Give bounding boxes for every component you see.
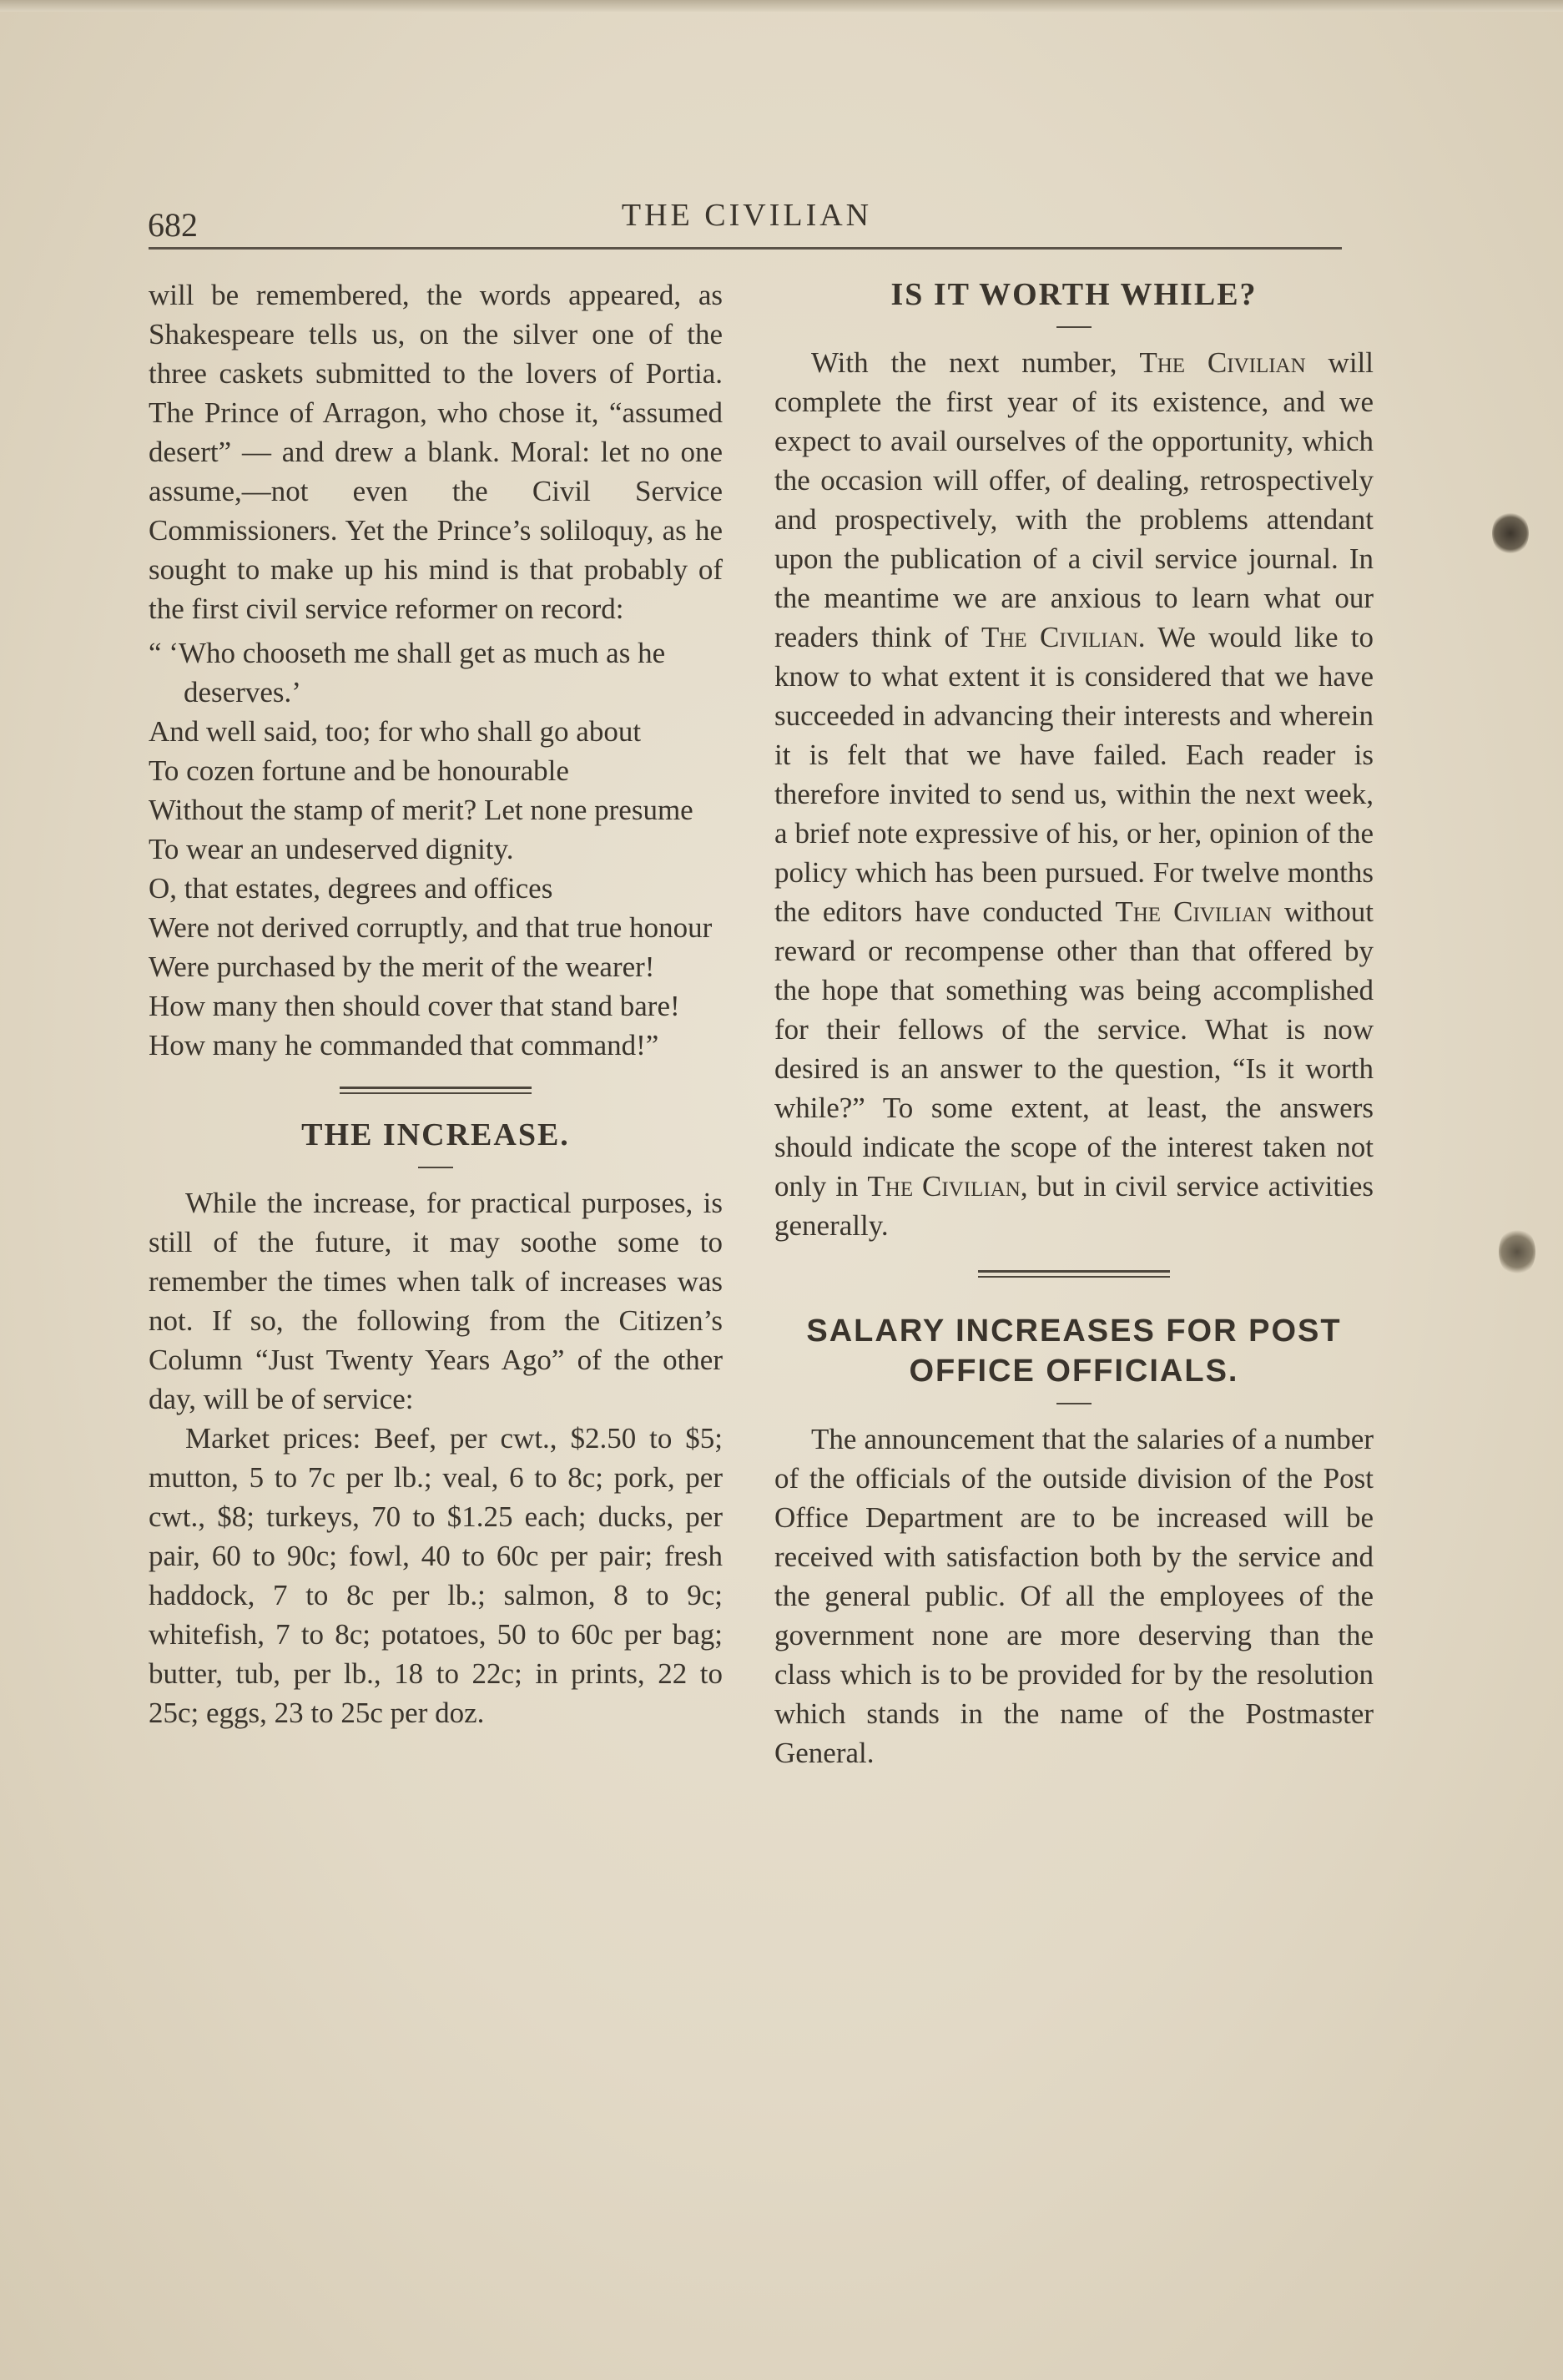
salary-paragraph: The announcement that the salaries of a number of the officials of the outside division of the Post Office Department are to be increased will be received with satisfaction both by the service and the general public. Of all the employees of the government none are more deserving than the class which is to be provided for by the resolution which stands in the name of the Postmaster General. — [774, 1423, 1374, 1769]
heading-dash — [1056, 326, 1092, 328]
journal-name: The Civilian — [981, 621, 1138, 653]
page-top-edge — [0, 0, 1563, 12]
verse-line: How many then should cover that stand bare! — [149, 990, 680, 1022]
shakespeare-paragraph: will be remembered, the words appeared, as Shakespeare tells us, on the silver one of the three caskets submitted to the lovers of Portia. The Prince of Arragon, who chose it, “assumed desert” — and drew a blank. Moral: let no one assume,—not even the Civil Service Commissioners. Yet the Prince’s soliloquy, as he sought to make up his mind is that probably of the first civil service reformer on record: — [149, 279, 723, 625]
increase-paragraph: While the increase, for practical purposes, is still of the future, it may soothe some to remember the times when talk of increases was not. If so, the following from the Citizen’s Column “Just Twenty Years Ago” of the other day, will be of service: — [149, 1187, 723, 1415]
market-prices-paragraph: Market prices: Beef, per cwt., $2.50 to $5; mutton, 5 to 7c per lb.; veal, 6 to 8c; pork, per cwt., $8; turkeys, 70 to $1.25 each; ducks, per pair, 60 to 90c; fowl, 40 to 60c per pair; fresh haddock, 7 to 8c per lb.; salmon, 8 to 9c; whitefish, 7 to 8c; potatoes, 50 to 60c per bag; butter, tub, per lb., 18 to 22c; in prints, 22 to 25c; eggs, 23 to 25c per doz. — [149, 1422, 723, 1729]
soliloquy-verse — [149, 633, 723, 1065]
verse-line: To cozen fortune and be honourable — [149, 754, 569, 787]
page-stain-mark — [1499, 1227, 1535, 1277]
increase-heading: THE INCREASE. — [301, 1117, 570, 1152]
verse-line: Were not derived corruptly, and that true honour — [149, 911, 713, 944]
verse-line: And well said, too; for who shall go about — [149, 715, 642, 748]
running-title: THE CIVILIAN — [621, 198, 873, 233]
section-divider — [340, 1087, 532, 1094]
worth-while-paragraph: With the next number, The Civilian will complete the first year of its existence, and we expect to avail ourselves of the opportunity, which the occasion will offer, of dealing, retrospectively and prospectively, with the problems attendant upon the publication of a civil service journal. In the meantime we are anxious to learn what our readers think of The Civilian. We would like to know to what extent it is considered that we have succeeded in advancing their interests and wherein it is felt that we have failed. Each reader is therefore invited to send us, within the next week, a brief note expressive of his, or her, opinion of the policy which has been pursued. For twelve months the editors have conducted The Civilian without reward or recompense other than that offered by the hope that something was being accomplished for their fellows of the service. What is now desired is an answer to the question, “Is it worth while?” To some extent, at least, the answers should indicate the scope of the interest taken not only in The Civilian, but in civil service activities generally. — [774, 346, 1374, 1242]
journal-name: The Civilian — [1139, 346, 1306, 379]
page-stain-mark — [1492, 511, 1529, 556]
verse-line: “ ‘Who chooseth me shall get as much as he deserves.’ — [149, 637, 666, 708]
salary-heading: SALARY INCREASES FOR POST OFFICE OFFICIALS. — [806, 1314, 1342, 1389]
heading-dash — [1056, 1403, 1092, 1404]
section-divider — [978, 1270, 1170, 1278]
page-header — [146, 190, 1348, 249]
heading-dash — [418, 1167, 453, 1168]
verse-line: How many he commanded that command!” — [149, 1029, 659, 1061]
verse-line: To wear an undeserved dignity. — [149, 833, 514, 865]
page-number: 682 — [148, 206, 198, 244]
header-rule — [149, 247, 1342, 250]
verse-line: O, that estates, degrees and offices — [149, 872, 553, 905]
verse-line: Were purchased by the merit of the wearer! — [149, 950, 655, 983]
journal-name: The Civilian — [867, 1170, 1021, 1203]
verse-line: Without the stamp of merit? Let none presume — [149, 794, 693, 826]
right-column — [774, 275, 1374, 1772]
left-column — [149, 275, 723, 1732]
journal-name: The Civilian — [1115, 895, 1272, 928]
worth-while-heading: IS IT WORTH WHILE? — [890, 277, 1258, 312]
